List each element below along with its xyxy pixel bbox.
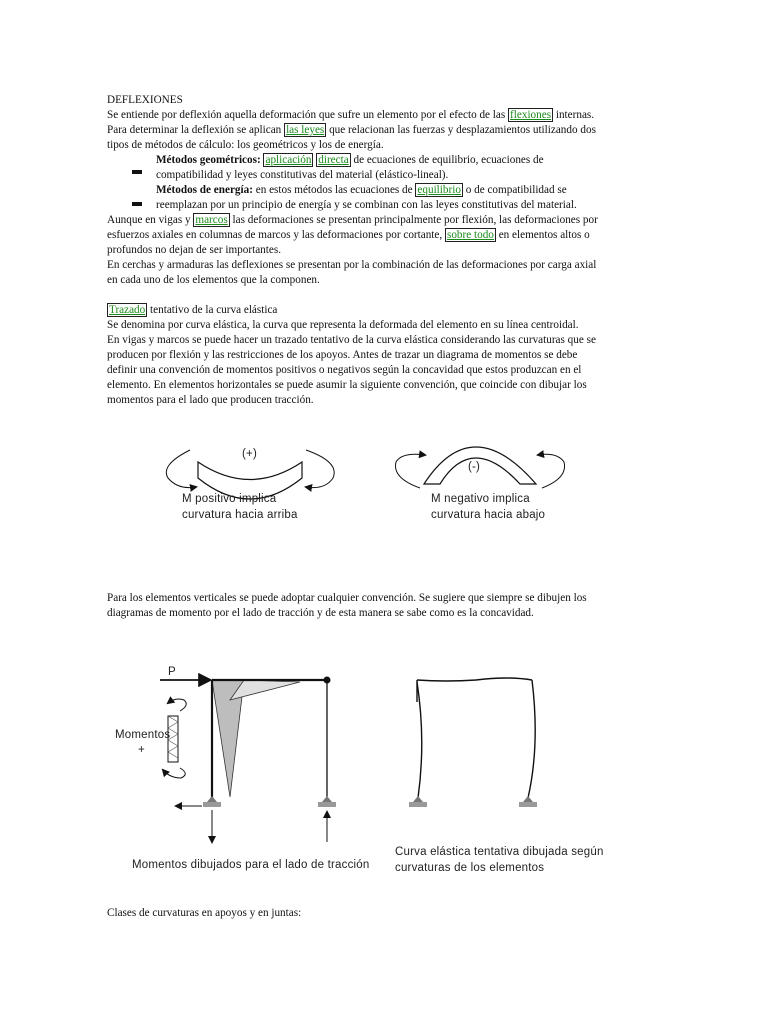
positive-sign: (+) xyxy=(242,448,257,460)
para2-line-5: en cada uno de los elementos que la componen. xyxy=(107,274,320,286)
caption-positive: M positivo implica curvatura hacia arriba xyxy=(182,493,298,521)
link-trazado[interactable]: Trazado xyxy=(109,304,146,316)
page-title: DEFLEXIONES xyxy=(107,94,183,106)
link-aplicacion[interactable]: aplicación xyxy=(265,154,312,166)
footer-line: Clases de curvaturas en apoyos y en juntas: xyxy=(107,907,302,919)
intro-line-3: tipos de métodos de cálculo: los geométricos y los de energía. xyxy=(107,139,384,151)
moment-bottom-arrow xyxy=(163,768,185,778)
caption-negative: M negativo implica curvatura hacia abajo xyxy=(431,493,546,521)
negative-left-moment-arrow xyxy=(396,454,426,488)
moment-label: Momentos xyxy=(115,729,171,741)
para2-line-4: En cerchas y armaduras las deflexiones se presentan por la combinación de las deformaciones por carga axial xyxy=(107,259,597,271)
elastic-curve-frame xyxy=(409,678,537,807)
link-directa[interactable]: directa xyxy=(318,154,349,166)
link-marcos[interactable]: marcos xyxy=(195,214,228,226)
section2-line-2: En vigas y marcos se puede hacer un trazado tentativo de la curva elástica considerando las curvaturas que se xyxy=(107,334,596,346)
moment-top-arrow xyxy=(168,699,186,711)
intro-line-1: Se entiende por deflexión aquella deformación que sufre un elemento por el efecto de las flexiones internas. xyxy=(107,109,595,121)
negative-sign: (-) xyxy=(468,461,481,473)
bullet-1-line-1: Métodos geométricos: aplicación directa de ecuaciones de equilibrio, ecuaciones de xyxy=(156,154,544,166)
section2-line-4: definir una convención de momentos positivos o negativos según la concavidad que estos produzcan en el xyxy=(107,364,582,376)
intro-line-2: Para determinar la deflexión se aplican las leyes que relacionan las fuerzas y desplazamientos utilizando dos xyxy=(107,124,596,136)
link-sobre-todo[interactable]: sobre todo xyxy=(446,229,494,241)
section2-heading: Trazado tentativo de la curva elástica xyxy=(109,304,278,316)
positive-right-moment-arrow xyxy=(306,450,334,488)
bullet-1-line-2: compatibilidad y leyes constitutivas del material (elástico-lineal). xyxy=(156,169,449,181)
section2-line-1: Se denomina por curva elástica, la curva que representa la deformada del elemento en su línea centroidal. xyxy=(107,319,579,331)
load-label: P xyxy=(168,666,176,678)
para3-line-2: diagramas de momento por el lado de tracción y de esta manera se sabe como es la concavidad. xyxy=(107,607,534,619)
bullet-2-line-1: Métodos de energía: en estos métodos las ecuaciones de equilibrio o de compatibilidad se xyxy=(156,184,567,196)
section2-line-6: momentos para el lado que producen tracción. xyxy=(107,394,314,406)
bullet-2-line-2: reemplazan por un principio de energía y se combinan con las leyes constitutivas del material. xyxy=(156,199,577,211)
para2-line-1: Aunque en vigas y marcos las deformaciones se presentan principalmente por flexión, las deformaciones por xyxy=(107,214,598,226)
para3-block xyxy=(107,591,663,621)
section2-line-3: producen por flexión y las restricciones de los apoyos. Antes de trazar un diagrama de momentos se debe xyxy=(107,349,578,361)
negative-right-moment-arrow xyxy=(538,454,565,488)
link-equilibrio[interactable]: equilibrio xyxy=(417,184,461,196)
caption-moments: Momentos dibujados para el lado de tracción xyxy=(132,859,370,871)
para2-line-2: esfuerzos axiales en columnas de marcos y las deformaciones por cortante, sobre todo en elementos altos o xyxy=(107,229,590,241)
positive-left-moment-arrow xyxy=(166,450,196,488)
para3-line-1: Para los elementos verticales se puede adoptar cualquier convención. Se sugiere que siempre se dibujen los xyxy=(107,592,587,604)
section2-line-5: elemento. En elementos horizontales se puede asumir la siguiente convención, que coincide con dibujar los xyxy=(107,379,587,391)
caption-elastic-curve: Curva elástica tentativa dibujada según curvaturas de los elementos xyxy=(395,846,604,874)
link-flexiones[interactable]: flexiones xyxy=(510,109,552,121)
link-las-leyes[interactable]: las leyes xyxy=(286,124,325,136)
moment-sign: + xyxy=(138,744,145,756)
frame-moment-diagram xyxy=(160,677,336,843)
para2-line-3: profundos no dejan de ser importantes. xyxy=(107,244,281,256)
